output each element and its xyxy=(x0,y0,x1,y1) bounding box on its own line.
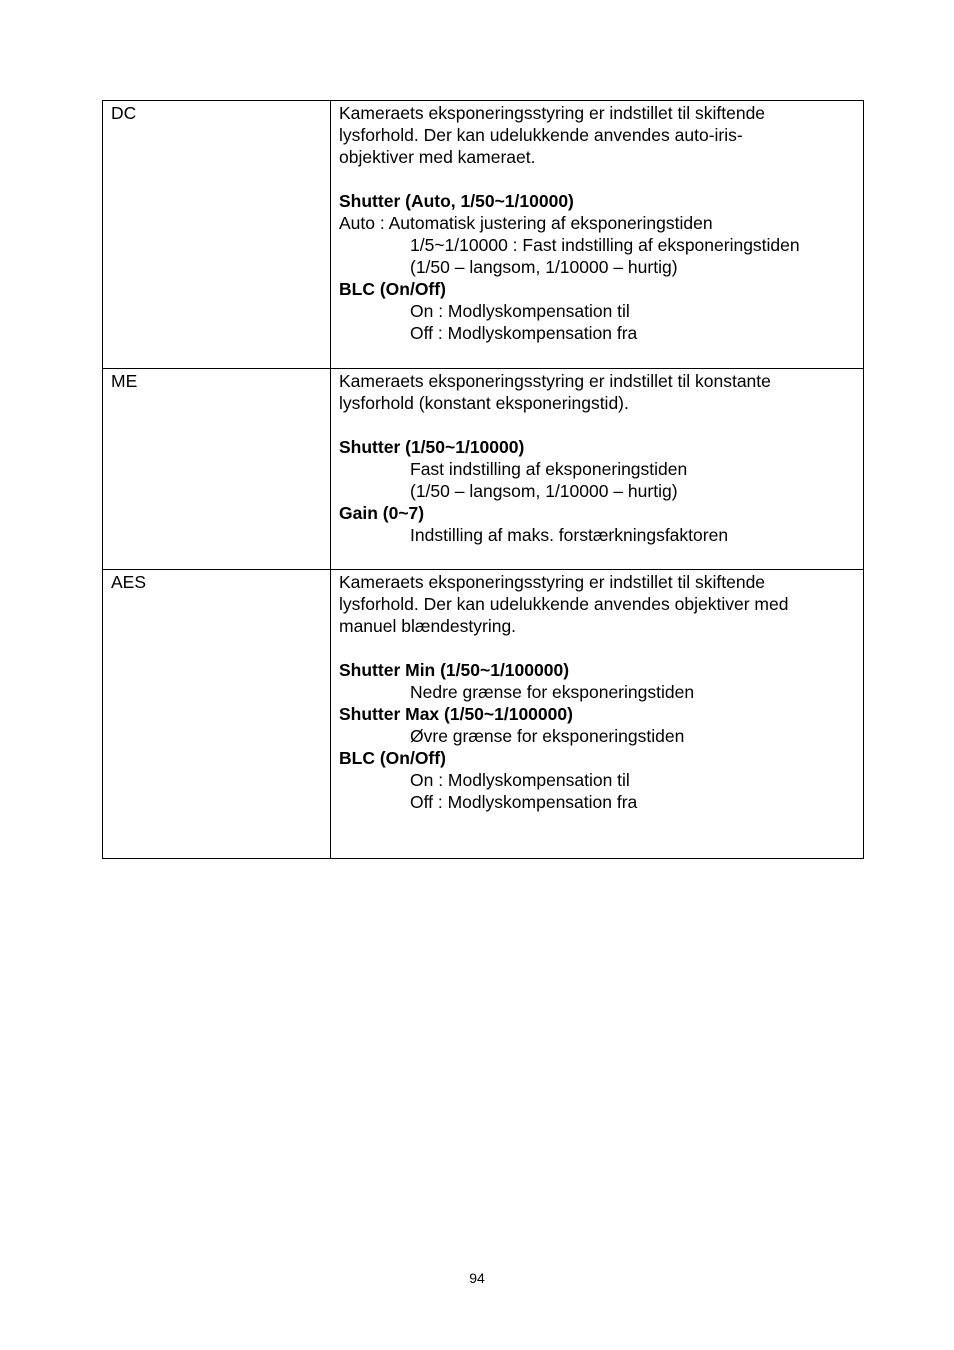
spacer xyxy=(339,414,855,436)
mode-cell xyxy=(103,101,331,369)
setting-heading: BLC (On/Off) xyxy=(339,279,446,299)
mode-label: AES xyxy=(111,572,147,592)
table-row-me xyxy=(103,369,864,570)
setting-heading: Shutter (Auto, 1/50~1/10000) xyxy=(339,191,574,211)
spacer xyxy=(339,637,855,659)
desc-line: manuel blændestyring. xyxy=(339,616,517,636)
setting-line: On : Modlyskompensation til xyxy=(410,770,630,790)
setting-line: 1/5~1/10000 : Fast indstilling af eksponeringstiden xyxy=(410,235,800,255)
setting-line: On : Modlyskompensation til xyxy=(410,301,630,321)
description-cell xyxy=(331,570,864,859)
setting-line: Fast indstilling af eksponeringstiden xyxy=(410,459,688,479)
desc-line: lysforhold. Der kan udelukkende anvendes objektiver med xyxy=(339,594,789,614)
desc-line: Kameraets eksponeringsstyring er indstillet til konstante xyxy=(339,371,771,391)
setting-line: (1/50 – langsom, 1/10000 – hurtig) xyxy=(410,257,678,277)
table-row-dc xyxy=(103,101,864,369)
setting-line: Auto : Automatisk justering af eksponeringstiden xyxy=(339,213,713,233)
settings-table xyxy=(102,100,864,859)
setting-line: Off : Modlyskompensation fra xyxy=(410,792,638,812)
spacer xyxy=(339,168,855,190)
setting-heading: BLC (On/Off) xyxy=(339,748,446,768)
setting-heading: Shutter Max (1/50~1/100000) xyxy=(339,704,573,724)
setting-heading: Shutter (1/50~1/10000) xyxy=(339,437,525,457)
setting-heading: Shutter Min (1/50~1/100000) xyxy=(339,660,570,680)
setting-line: Øvre grænse for eksponeringstiden xyxy=(410,726,685,746)
setting-line: (1/50 – langsom, 1/10000 – hurtig) xyxy=(410,481,678,501)
setting-line: Off : Modlyskompensation fra xyxy=(410,323,638,343)
description-cell xyxy=(331,369,864,570)
setting-line: Nedre grænse for eksponeringstiden xyxy=(410,682,695,702)
desc-line: objektiver med kameraet. xyxy=(339,147,536,167)
setting-line: Indstilling af maks. forstærkningsfaktoren xyxy=(410,525,729,545)
mode-label: DC xyxy=(111,103,137,123)
table-row-aes xyxy=(103,570,864,859)
description-cell xyxy=(331,101,864,369)
setting-heading: Gain (0~7) xyxy=(339,503,425,523)
mode-cell xyxy=(103,570,331,859)
desc-line: lysforhold (konstant eksponeringstid). xyxy=(339,393,629,413)
mode-cell xyxy=(103,369,331,570)
desc-line: Kameraets eksponeringsstyring er indstillet til skiftende xyxy=(339,103,766,123)
desc-line: Kameraets eksponeringsstyring er indstillet til skiftende xyxy=(339,572,766,592)
mode-label: ME xyxy=(111,371,138,391)
desc-line: lysforhold. Der kan udelukkende anvendes auto-iris- xyxy=(339,125,743,145)
page-number: 94 xyxy=(469,1270,485,1286)
